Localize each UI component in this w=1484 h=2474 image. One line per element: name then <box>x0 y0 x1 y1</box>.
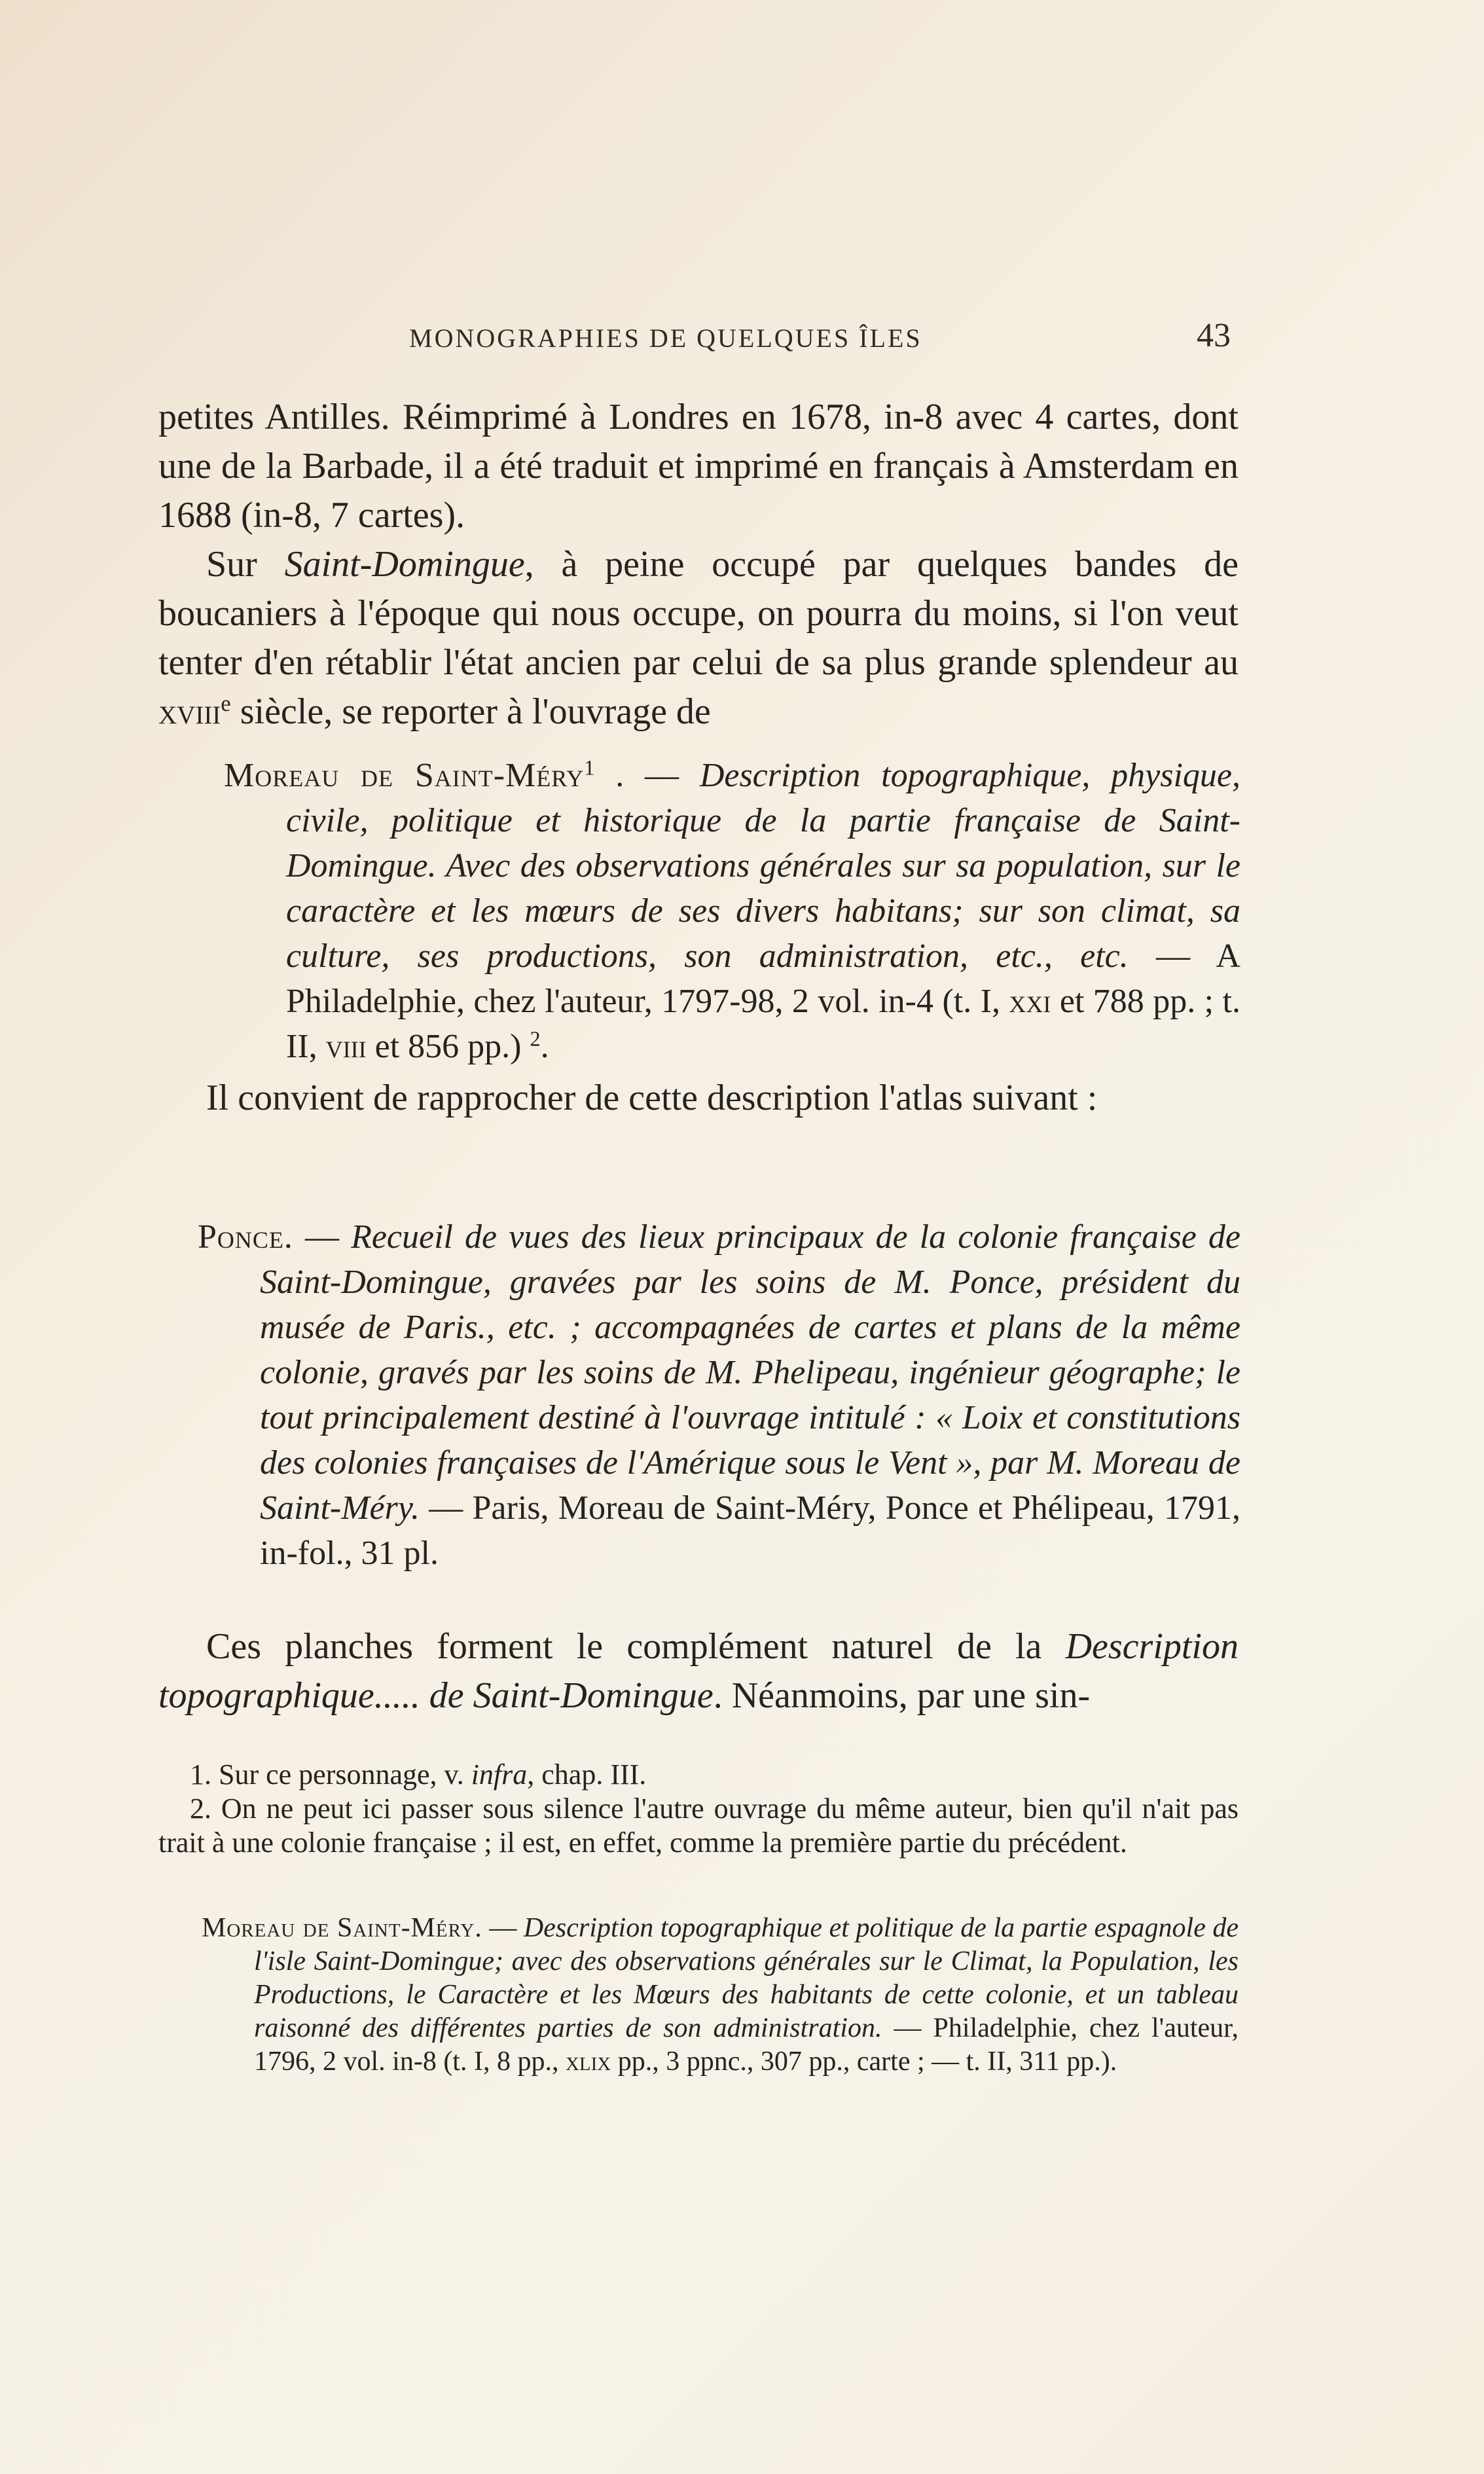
footnote-ref-2: 2 <box>530 1027 541 1051</box>
body-text-bottom <box>158 1622 1239 1720</box>
bib-title: Recueil de vues des lieux principaux de la colonie française de Saint-Domingue, gravées par les soins de M. Ponce, président du musée de Paris., etc. ; accompagnées de cartes et plans de la même colonie, gravés par les soins de M. Phelipeau, ingénieur géographe; le tout principalement destiné à l'ouvrage intitulé : « Loix et constitutions des colonies françaises de l'Amérique sous le Vent », par M. Moreau de Saint-Méry. <box>260 1218 1240 1527</box>
body-text-middle <box>158 1074 1239 1123</box>
footnote-bibliography-entry: Moreau de Saint-Méry. — Description topographique et politique de la partie espagnole de l'isle Saint-Domingue; avec des observations générales sur le Climat, la Population, les Productions, le Caractère et les Mœurs des habitants de cette colonie, et un tableau raisonné des différentes parties de son administration. — Philadelphie, chez l'auteur, 1796, 2 vol. in-8 (t. I, 8 pp., xlix pp., 3 ppnc., 307 pp., carte ; — t. II, 311 pp.). <box>202 1913 1239 2077</box>
paragraph-petites-antilles: petites Antilles. Réimprimé à Londres en 1678, in-8 avec 4 cartes, dont une de la Barbade, il a été traduit et imprimé en français à Amsterdam en 1688 (in-8, 7 cartes). <box>158 397 1239 536</box>
italic-saint-domingue: Saint-Domingue <box>284 544 525 585</box>
paragraph-saint-domingue: Sur Saint-Domingue, à peine occupé par quelques bandes de boucaniers à l'époque qui nous occupe, on pourra du moins, si l'on veut tenter d'en rétablir l'état ancien par celui de sa plus grande splendeur au xviii$^e$ siècle, se reporter à l'ouvrage de <box>158 544 1239 732</box>
running-header <box>409 319 1231 358</box>
bib-author: Moreau de Saint-Méry. <box>202 1913 482 1943</box>
footnote-ref-1: 1 <box>584 755 595 780</box>
bib-author: Ponce. <box>198 1218 293 1256</box>
bib-title: Description topographique, physique, civile, politique et historique de la partie française de Saint-Domingue. Avec des observations générales sur sa population, sur le caractère et les mœurs de ses divers habitans; sur son climat, sa culture, ses productions, son administration, etc., etc. <box>286 757 1240 975</box>
bibliography-entry-ponce: Ponce. — Recueil de vues des lieux principaux de la colonie française de Saint-Domingue, gravées par les soins de M. Ponce, président du musée de Paris., etc. ; accompagnées de cartes et plans de la même colonie, gravés par les soins de M. Phelipeau, ingénieur géographe; le tout principalement destiné à l'ouvrage intitulé : « Loix et constitutions des colonies françaises de l'Amérique sous le Vent », par M. Moreau de Saint-Méry. — Paris, Moreau de Saint-Méry, Ponce et Phélipeau, 1791, in-fol., 31 pl. <box>198 1218 1240 1572</box>
page-number: 43 <box>1197 317 1231 354</box>
century-numeral: xviii <box>158 691 221 732</box>
bibliography-entry-moreau: Moreau de Saint-Méry$^1$ . — Description topographique, physique, civile, politique et historique de la partie française de Saint-Domingue. Avec des observations générales sur sa population, sur le caractère et les mœurs de ses divers habitans; sur son climat, sa culture, ses productions, son administration, etc., etc. — A Philadelphie, chez l'auteur, 1797-98, 2 vol. in-4 (t. I, xxi et 788 pp. ; t. II, viii et 856 pp.) $^2$. <box>224 755 1240 1065</box>
footnote-1: 1. Sur ce personnage, v. infra, chap. III. <box>190 1758 647 1791</box>
paragraph-planches: Ces planches forment le complément naturel de la Description topographique..... de Saint-Domingue. Néanmoins, par une sin- <box>158 1626 1239 1716</box>
paragraph-atlas: Il convient de rapprocher de cette description l'atlas suivant : <box>206 1078 1098 1118</box>
bib-author: Moreau de Saint-Méry <box>224 757 585 794</box>
bib-title: Description topographique et politique de la partie espagnole de l'isle Saint-Domingue; avec des observations générales sur le Climat, la Population, les Productions, le Caractère et les Mœurs des habitants de cette colonie, et un tableau raisonné des différentes parties de son administration. <box>254 1913 1239 2043</box>
running-title: MONOGRAPHIES DE QUELQUES ÎLES <box>409 323 922 353</box>
footnote-2: 2. On ne peut ici passer sous silence l'autre ouvrage du même auteur, bien qu'il n'ait pas trait à une colonie française ; il est, en effet, comme la première partie du précédent. <box>158 1792 1239 1859</box>
footnotes <box>158 1758 1239 1860</box>
body-text-top <box>158 393 1239 737</box>
